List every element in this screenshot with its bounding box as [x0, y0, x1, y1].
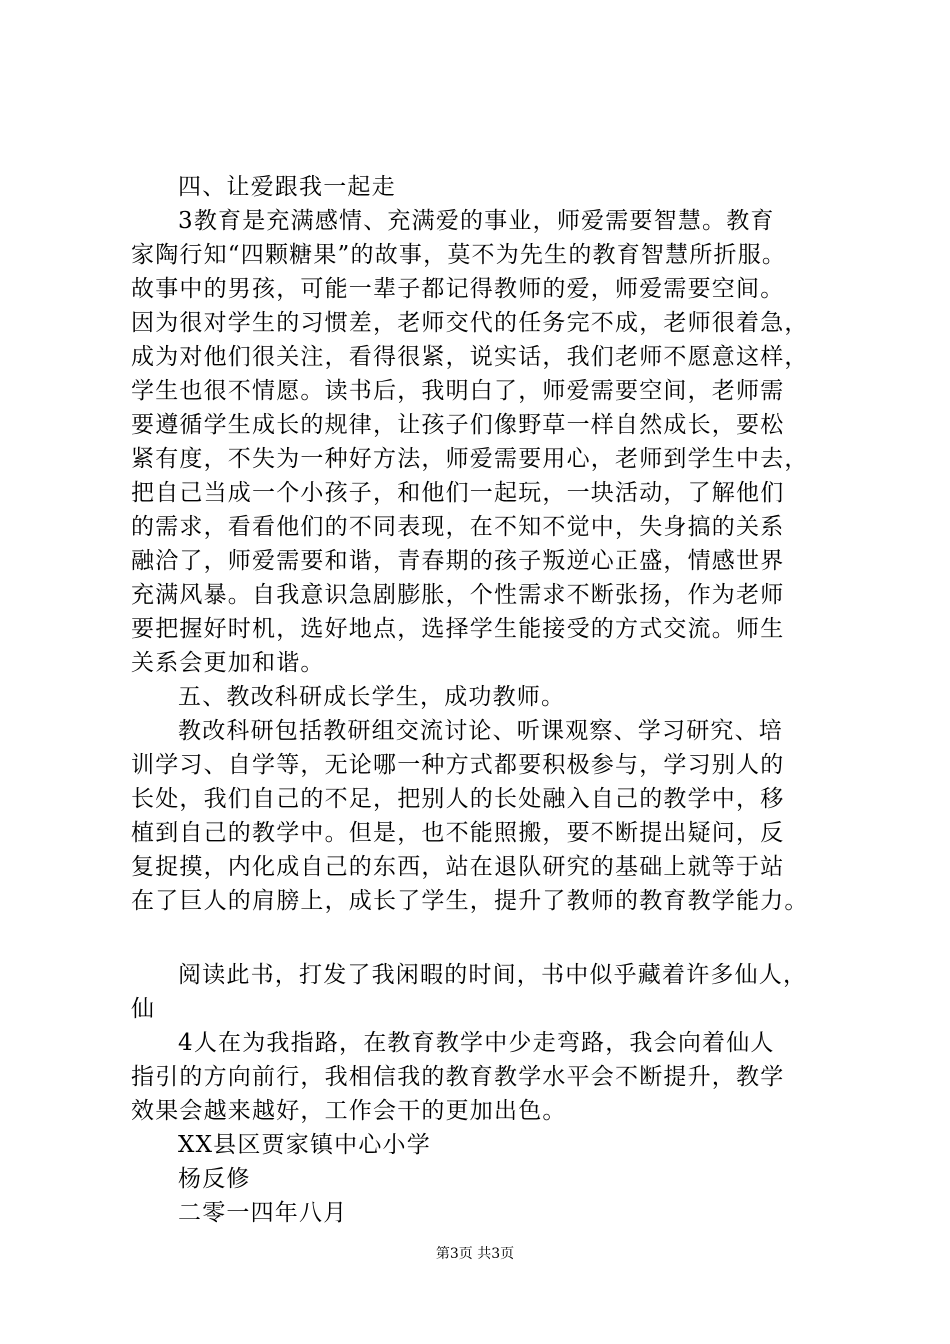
- text-line: 效果会越来越好，工作会干的更加出色。: [131, 1098, 567, 1124]
- section-heading: 五、教改科研成长学生，成功教师。: [178, 684, 566, 710]
- text-line: 紧有度，不失为一种好方法，师爱需要用心，老师到学生中去，: [131, 446, 809, 472]
- text-line: 融洽了，师爱需要和谐，青春期的孩子叛逆心正盛，情感世界: [131, 548, 785, 574]
- text-line: 训学习、自学等，无论哪一种方式都要积极参与，学习别人的: [131, 752, 785, 778]
- text-line: 把自己当成一个小孩子，和他们一起玩，一块活动，了解他们: [131, 480, 785, 506]
- page-number-footer: 第3页 共3页: [435, 1246, 515, 1262]
- text-line: 的需求，看看他们的不同表现，在不知不觉中，失身搞的关系: [131, 514, 785, 540]
- signature-school: XX县区贾家镇中心小学: [178, 1132, 431, 1158]
- text-line: 故事中的男孩，可能一辈子都记得教师的爱，师爱需要空间。: [131, 276, 785, 302]
- text-line: 要遵循学生成长的规律，让孩子们像野草一样自然成长，要松: [131, 412, 785, 438]
- signature-date: 二零一四年八月: [178, 1200, 348, 1226]
- text-line: 成为对他们很关注，看得很紧，说实话，我们老师不愿意这样，: [131, 344, 809, 370]
- paragraph-gap: [131, 918, 821, 958]
- text-line: 要把握好时机，选好地点，选择学生能接受的方式交流。师生: [131, 616, 785, 642]
- signature-author: 杨反修: [178, 1166, 251, 1192]
- text-line: 关系会更加和谐。: [131, 650, 325, 676]
- text-line: 在了巨人的肩膀上，成长了学生，提升了教师的教育教学能力。: [131, 888, 809, 914]
- text-line: 长处，我们自己的不足，把别人的长处融入自己的教学中，移: [131, 786, 785, 812]
- text-line: 充满风暴。自我意识急剧膨胀，个性需求不断张扬，作为老师: [131, 582, 785, 608]
- text-line: 阅读此书，打发了我闲暇的时间，书中似乎藏着许多仙人，: [178, 962, 808, 988]
- text-line: 指引的方向前行，我相信我的教育教学水平会不断提升，教学: [131, 1064, 785, 1090]
- text-line: 仙: [131, 996, 156, 1022]
- text-line: 学生也很不情愿。读书后，我明白了，师爱需要空间，老师需: [131, 378, 785, 404]
- text-line: 教改科研包括教研组交流讨论、听课观察、学习研究、培: [178, 718, 783, 744]
- text-line: 植到自己的教学中。但是，也不能照搬，要不断提出疑问，反: [131, 820, 785, 846]
- text-line: 复捉摸，内化成自己的东西，站在退队研究的基础上就等于站: [131, 854, 785, 880]
- document-body: [131, 170, 821, 1230]
- text-line: 因为很对学生的习惯差，老师交代的任务完不成，老师很着急，: [131, 310, 809, 336]
- text-line: 4人在为我指路，在教育教学中少走弯路，我会向着仙人: [178, 1030, 775, 1056]
- text-line: 3教育是充满感情、充满爱的事业，师爱需要智慧。教育: [178, 208, 775, 234]
- text-line: 家陶行知“四颗糖果”的故事，莫不为先生的教育智慧所折服。: [131, 242, 787, 268]
- section-heading: 四、让爱跟我一起走: [178, 174, 396, 200]
